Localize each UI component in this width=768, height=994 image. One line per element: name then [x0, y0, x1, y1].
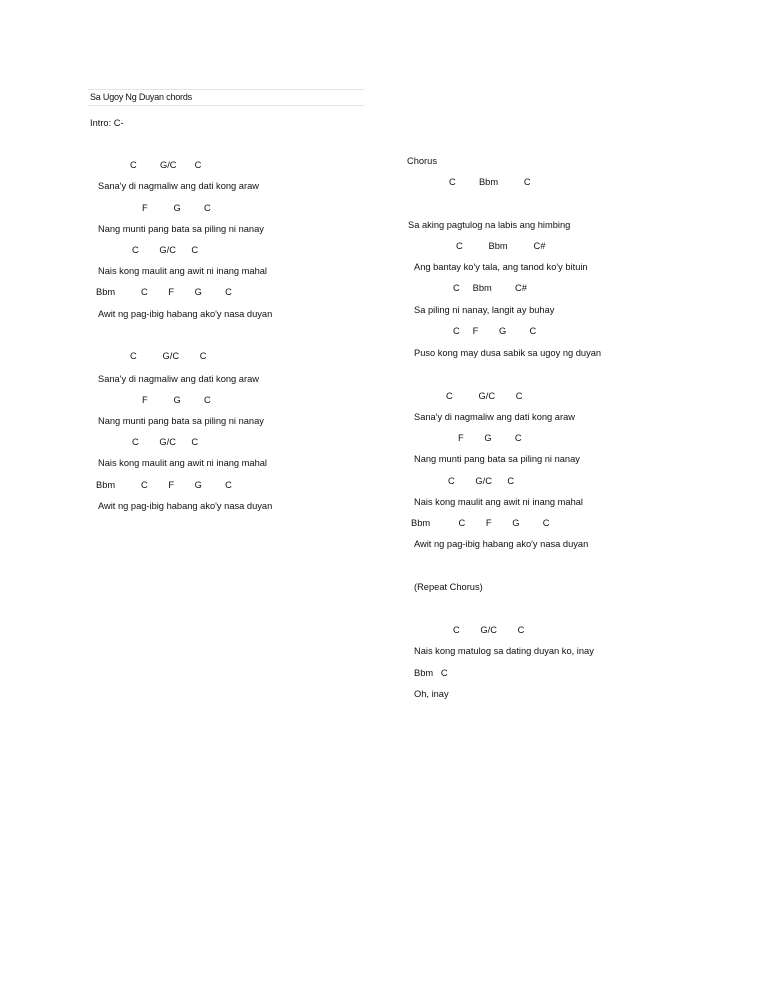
chord-line: C G/C C: [446, 391, 523, 401]
lyric-line: Nais kong maulit ang awit ni inang mahal: [98, 266, 267, 276]
lyric-line: Sana'y di nagmaliw ang dati kong araw: [98, 374, 259, 384]
lyric-line: Oh, inay: [414, 689, 449, 699]
title-top-rule: [88, 89, 364, 90]
chord-line: C G/C C: [453, 625, 525, 635]
chord-line: C G/C C: [130, 160, 202, 170]
chord-line: C G/C C: [132, 245, 199, 255]
chord-line: Bbm C F G C: [96, 287, 232, 297]
lyric-line: Awit ng pag-ibig habang ako'y nasa duyan: [414, 539, 589, 549]
lyric-line: Nang munti pang bata sa piling ni nanay: [98, 224, 264, 234]
chord-line: F G C: [142, 395, 211, 405]
chord-line: C G/C C: [448, 476, 515, 486]
chord-line: F G C: [458, 433, 522, 443]
lyric-line: Puso kong may dusa sabik sa ugoy ng duyan: [414, 348, 602, 358]
chord-line: F G C: [142, 203, 211, 213]
chord-line: C G/C C: [130, 351, 207, 361]
lyric-line: Sa aking pagtulog na labis ang himbing: [408, 220, 571, 230]
chord-line: C F G C: [453, 326, 537, 336]
lyric-line: Nais kong maulit ang awit ni inang mahal: [414, 497, 583, 507]
chord-line: C G/C C: [132, 437, 199, 447]
chord-line: C Bbm C#: [453, 283, 527, 293]
chord-line: Bbm C: [414, 668, 448, 678]
lyric-line: Awit ng pag-ibig habang ako'y nasa duyan: [98, 309, 273, 319]
lyric-line: Nais kong matulog sa dating duyan ko, inay: [414, 646, 594, 656]
lyric-line: Sana'y di nagmaliw ang dati kong araw: [98, 181, 259, 191]
chord-line: C Bbm C#: [456, 241, 546, 251]
lyric-line: Sa piling ni nanay, langit ay buhay: [414, 305, 555, 315]
repeat-chorus-note: (Repeat Chorus): [414, 582, 483, 592]
chord-line: Bbm C F G C: [96, 480, 232, 490]
intro-line: Intro: C-: [90, 118, 124, 128]
chord-line: C Bbm C: [449, 177, 531, 187]
chord-line: Bbm C F G C: [411, 518, 550, 528]
document-title: Sa Ugoy Ng Duyan chords: [90, 92, 192, 102]
lyric-line: Ang bantay ko'y tala, ang tanod ko'y bituin: [414, 262, 588, 272]
lyric-line: Sana'y di nagmaliw ang dati kong araw: [414, 412, 575, 422]
lyric-line: Nais kong maulit ang awit ni inang mahal: [98, 458, 267, 468]
title-bottom-rule: [88, 105, 364, 106]
lyric-line: Awit ng pag-ibig habang ako'y nasa duyan: [98, 501, 273, 511]
section-heading: Chorus: [407, 156, 437, 166]
lyric-line: Nang munti pang bata sa piling ni nanay: [98, 416, 264, 426]
lyric-line: Nang munti pang bata sa piling ni nanay: [414, 454, 580, 464]
